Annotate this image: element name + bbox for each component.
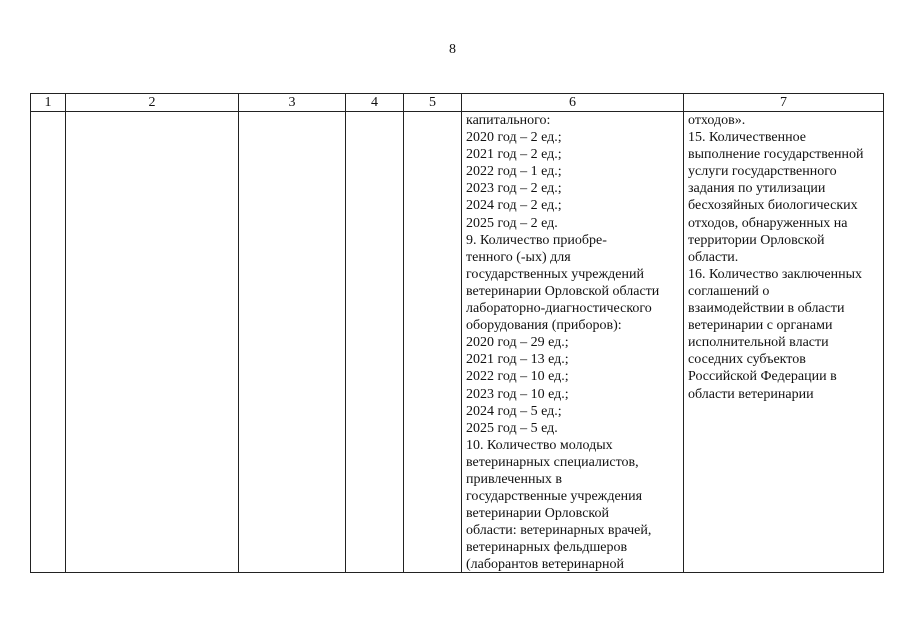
text-line: 15. Количественное xyxy=(688,130,806,146)
cell-col-1 xyxy=(31,112,66,573)
page-number: 8 xyxy=(449,42,456,57)
cell-col-5 xyxy=(404,112,462,573)
text-line: 2020 год – 2 ед.; xyxy=(466,130,562,146)
text-line: оборудования (приборов): xyxy=(466,318,622,334)
text-line: области. xyxy=(688,249,739,265)
text-line: взаимодействии в области xyxy=(688,301,845,317)
cell-col-6 xyxy=(462,112,684,573)
cell-col-4 xyxy=(346,112,404,573)
text-line: 2023 год – 10 ед.; xyxy=(466,386,569,402)
text-line: ветеринарии Орловской xyxy=(466,506,609,522)
text-line: лабораторно-диагностического xyxy=(466,301,652,317)
text-line: ветеринарных фельдшеров xyxy=(466,540,628,556)
cell-col-2 xyxy=(66,112,239,573)
header-col-7: 7 xyxy=(684,94,884,112)
text-line: выполнение государственной xyxy=(688,147,864,163)
text-line: капитального: xyxy=(466,113,551,128)
table-row xyxy=(31,112,884,573)
text-line: государственных учреждений xyxy=(466,266,644,282)
text-line: 2022 год – 1 ед.; xyxy=(466,164,562,180)
text-line: 2025 год – 2 ед. xyxy=(466,215,558,231)
text-line: 2021 год – 13 ед.; xyxy=(466,352,569,368)
text-line: 10. Количество молодых xyxy=(466,437,613,453)
text-line: тенного (-ых) для xyxy=(466,249,571,265)
text-line: привлеченных в xyxy=(466,471,563,487)
text-line: 2023 год – 2 ед.; xyxy=(466,181,562,197)
cell-col-7 xyxy=(684,112,884,573)
text-line: 2024 год – 5 ед.; xyxy=(466,403,562,419)
text-line: задания по утилизации xyxy=(688,181,826,197)
header-col-1: 1 xyxy=(31,94,66,112)
data-table xyxy=(30,93,884,573)
text-line: соглашений о xyxy=(688,283,770,299)
text-line: ветеринарных специалистов, xyxy=(466,454,639,470)
text-line: 9. Количество приобре- xyxy=(466,232,607,248)
text-line: 2020 год – 29 ед.; xyxy=(466,335,569,351)
header-col-2: 2 xyxy=(66,94,239,112)
text-line: государственные учреждения xyxy=(466,489,643,505)
text-line: услуги государственного xyxy=(688,164,837,180)
text-line: 2025 год – 5 ед. xyxy=(466,420,558,436)
text-line: соседних субъектов xyxy=(688,352,806,368)
text-line: исполнительной власти xyxy=(688,335,829,351)
header-row xyxy=(31,94,884,112)
col6-text xyxy=(462,112,683,572)
text-line: отходов, обнаруженных на xyxy=(688,215,848,231)
cell-col-3 xyxy=(239,112,346,573)
text-line: 16. Количество заключенных xyxy=(688,266,862,282)
col7-text xyxy=(684,112,883,572)
text-line: 2024 год – 2 ед.; xyxy=(466,198,562,214)
text-line: территории Орловской xyxy=(688,232,825,248)
text-line: отходов». xyxy=(688,113,746,128)
text-line: ветеринарии Орловской области xyxy=(466,283,660,299)
text-line: области: ветеринарных врачей, xyxy=(466,523,652,539)
text-line: (лаборантов ветеринарной xyxy=(466,557,624,572)
text-line: Российской Федерации в xyxy=(688,369,837,385)
header-col-4: 4 xyxy=(346,94,404,112)
text-line: 2022 год – 10 ед.; xyxy=(466,369,569,385)
header-col-3: 3 xyxy=(239,94,346,112)
text-line: области ветеринарии xyxy=(688,386,814,402)
text-line: 2021 год – 2 ед.; xyxy=(466,147,562,163)
header-col-5: 5 xyxy=(404,94,462,112)
header-col-6: 6 xyxy=(462,94,684,112)
text-line: ветеринарии с органами xyxy=(688,318,833,334)
text-line: бесхозяйных биологических xyxy=(688,198,858,214)
